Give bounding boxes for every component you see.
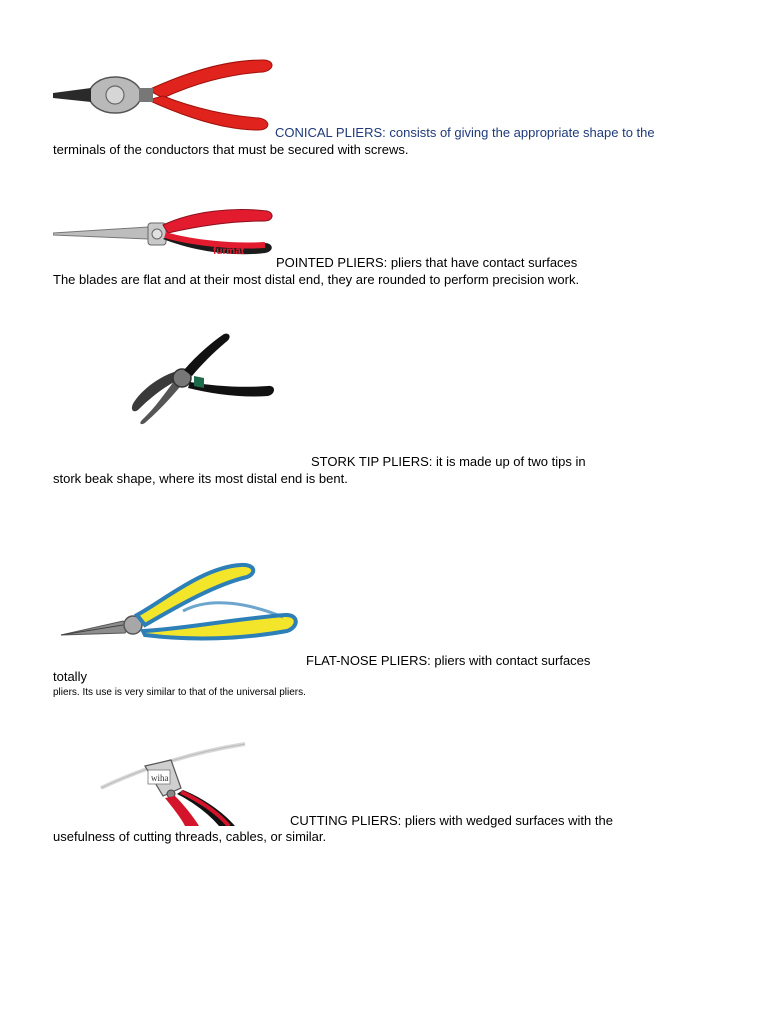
cutting-pliers-description: usefulness of cutting threads, cables, or similar. [53, 829, 327, 844]
stork-tip-pliers-image [112, 330, 277, 426]
furmat-brand-mark: furmat [213, 246, 245, 257]
stork-tip-pliers-description: stork beak shape, where its most distal end is bent. [53, 471, 348, 486]
flat-nose-pliers-note: pliers. Its use is very similar to that of the universal pliers. [53, 687, 306, 698]
conical-pliers-description: terminals of the conductors that must be secured with screws. [53, 142, 409, 157]
cutting-pliers-image [53, 738, 287, 826]
flat-nose-pliers-image [53, 555, 303, 655]
flat-nose-pliers-title: FLAT-NOSE PLIERS: pliers with contact surfaces [306, 653, 591, 668]
wiha-brand-mark: wiha [151, 773, 169, 783]
pointed-pliers-description: The blades are flat and at their most distal end, they are rounded to perform precision work. [53, 272, 580, 287]
conical-pliers-image [53, 52, 275, 138]
cutting-pliers-title: CUTTING PLIERS: pliers with wedged surfaces with the [290, 813, 613, 828]
pointed-pliers-title: POINTED PLIERS: pliers that have contact surfaces [276, 255, 578, 270]
flat-nose-pliers-description: totally [53, 669, 87, 684]
stork-tip-pliers-title: STORK TIP PLIERS: it is made up of two tips in [311, 454, 586, 469]
conical-pliers-title: CONICAL PLIERS: consists of giving the appropriate shape to the [275, 125, 655, 140]
pointed-pliers-image [53, 205, 275, 263]
